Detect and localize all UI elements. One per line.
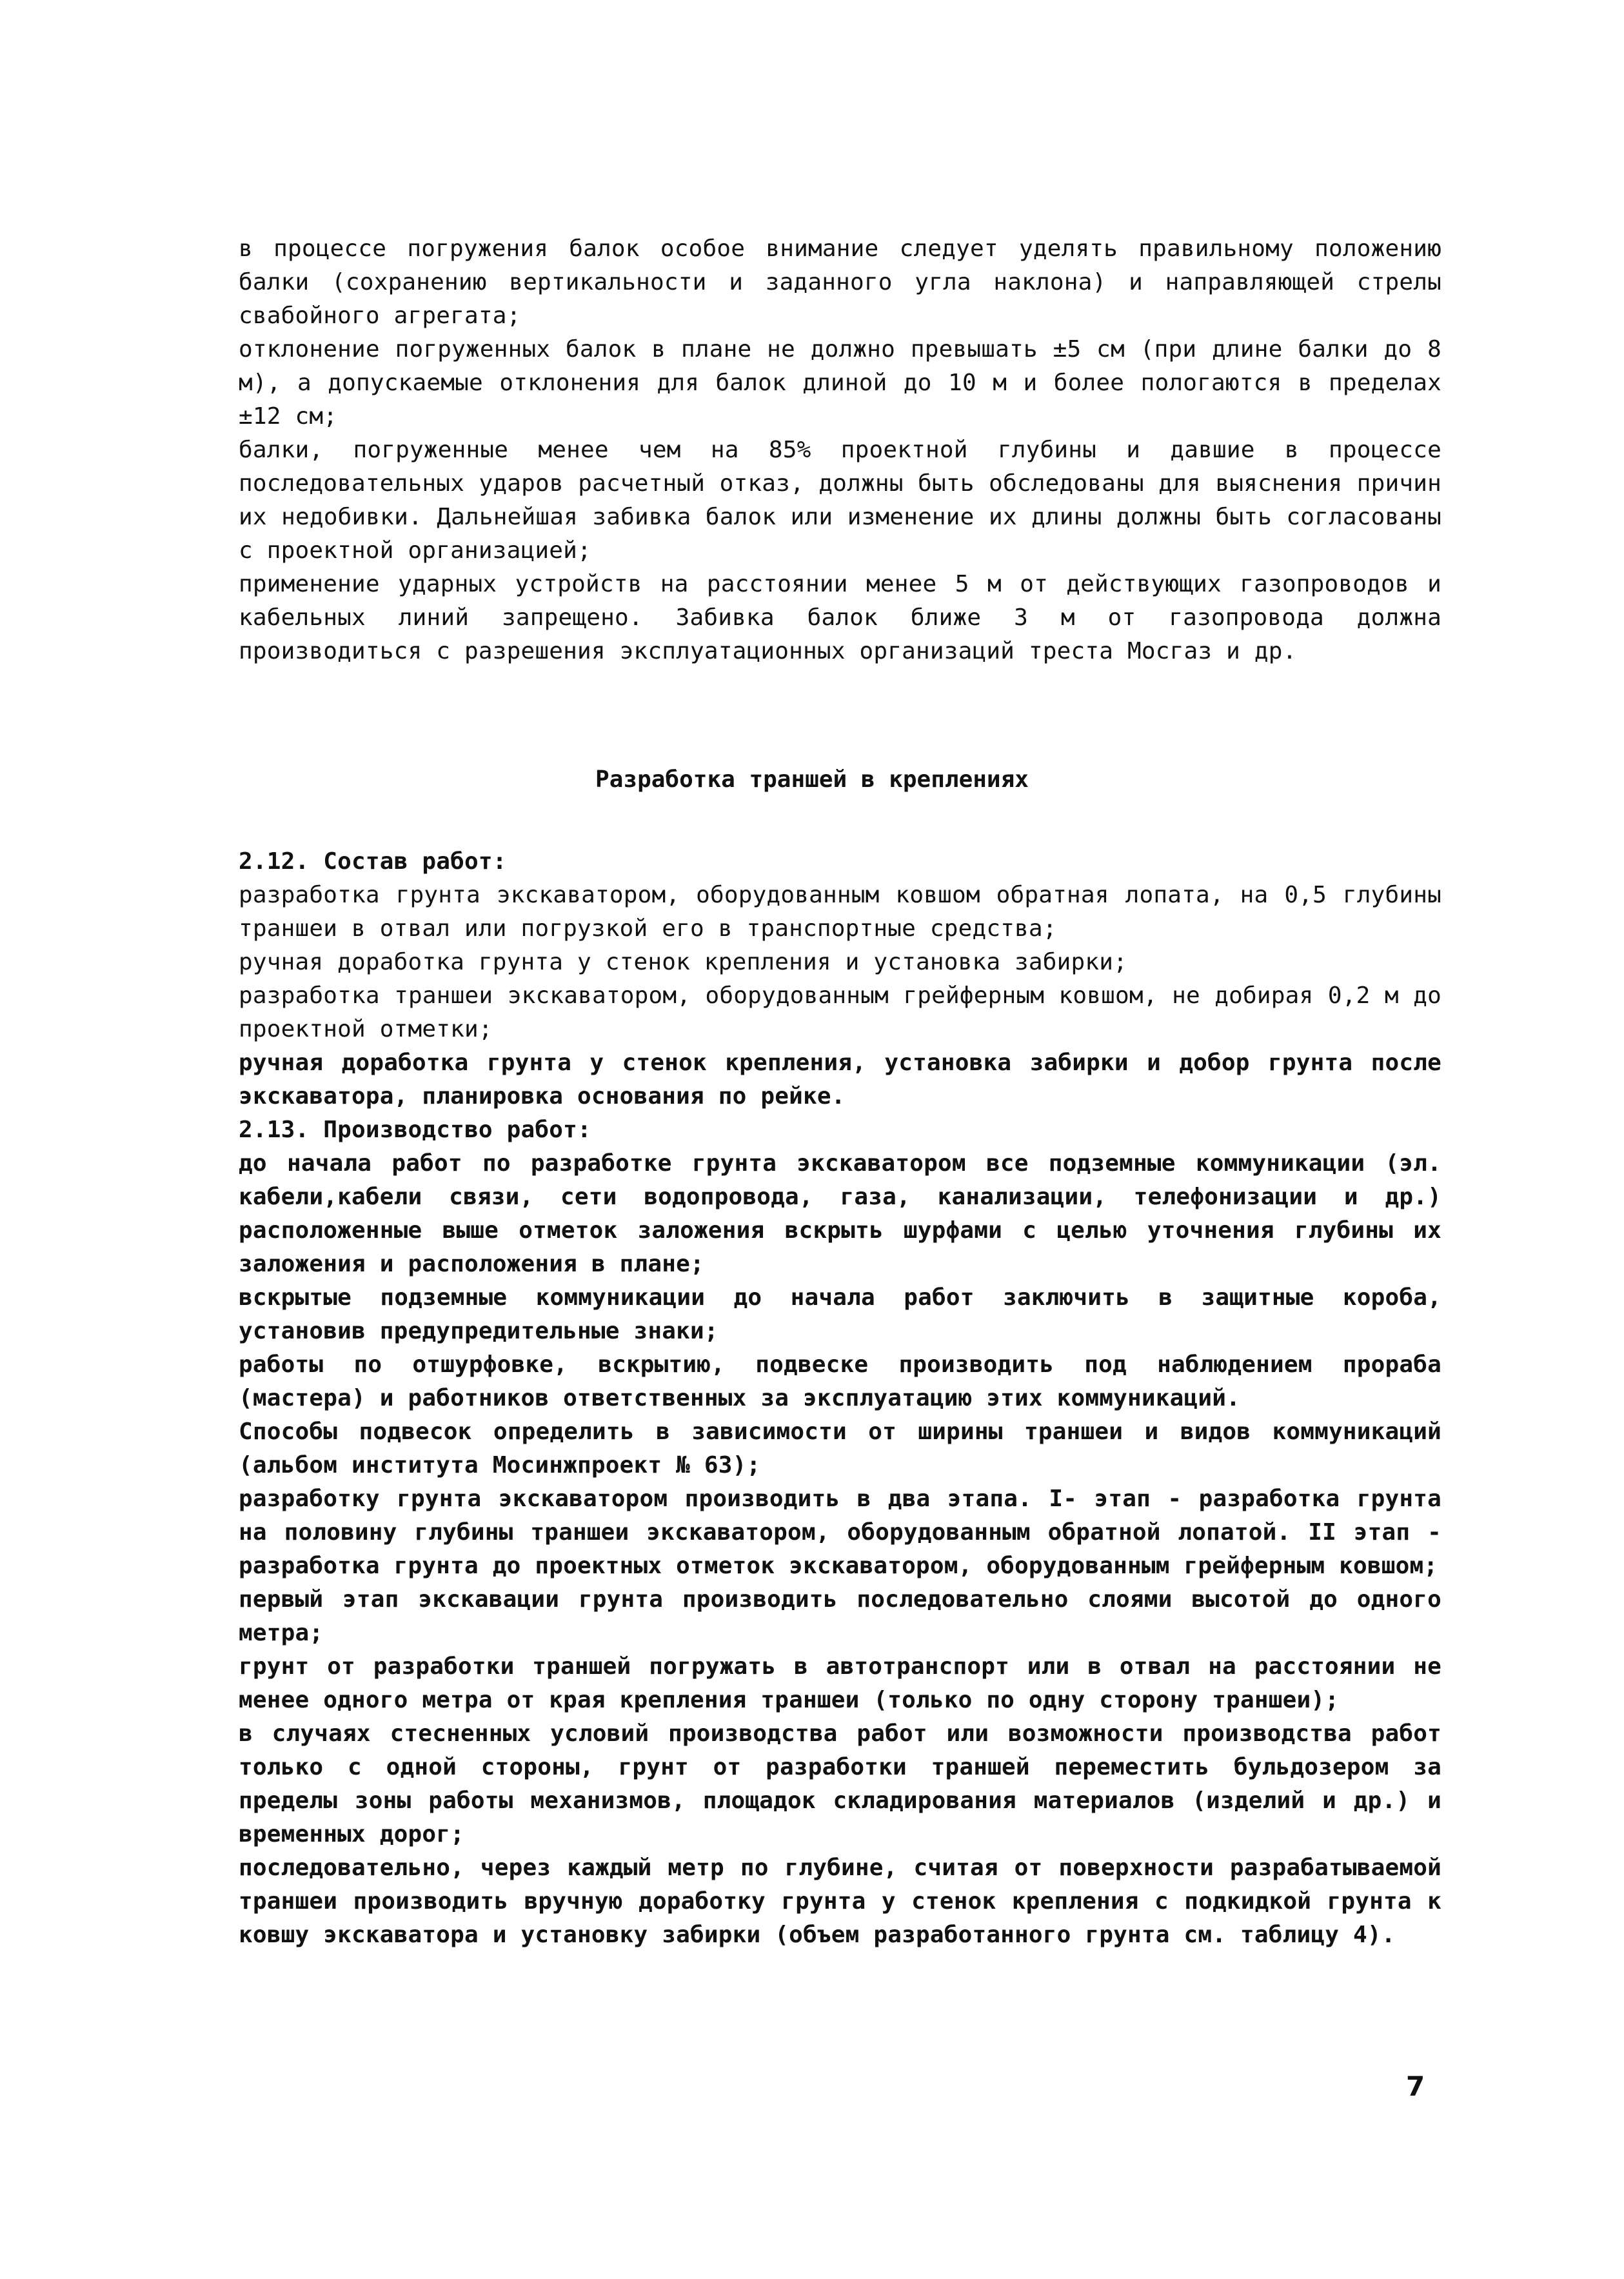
paragraph: ручная доработка грунта у стенок крепления, установка забирки и добор грунта после экскаватора, планировка основания по рейке.: [239, 1050, 1441, 1110]
clause-heading: 2.12. Состав работ:: [239, 848, 507, 875]
paragraph: разработка грунта экскаватором, оборудованным ковшом обратная лопата, на 0,5 глубины траншеи в отвал или погрузкой его в транспортные средства;: [239, 882, 1441, 942]
paragraph: балки, погруженные менее чем на 85% проектной глубины и давшие в процессе последовательных ударов расчетный отказ, должны быть обследованы для выяснения причин их недобивки. Дальнейшая забивка балок или изменение их длины должны быть согласованы с проектной организацией;: [239, 437, 1441, 564]
paragraph: разработка траншеи экскаватором, оборудованным грейферным ковшом, не добирая 0,2 м до проектной отметки;: [239, 982, 1441, 1042]
paragraph: вскрытые подземные коммуникации до начала работ заключить в защитные короба, установив предупредительные знаки;: [239, 1284, 1441, 1344]
paragraph: последовательно, через каждый метр по глубине, считая от поверхности разрабатываемой траншеи производить вручную доработку грунта у стенок крепления с подкидкой грунта к ковшу экскаватора и установку забирки (объем разработанного грунта см. таблицу 4).: [239, 1855, 1441, 1948]
main-text-block: [239, 845, 1441, 1952]
paragraph: отклонение погруженных балок в плане не должно превышать ±5 см (при длине балки до 8 м), а допускаемые отклонения для балок длиной до 10 м и более пологаются в пределах ±12 см;: [239, 336, 1441, 430]
paragraph: первый этап экскавации грунта производить последовательно слоями высотой до одного метра;: [239, 1586, 1441, 1646]
paragraph: в процессе погружения балок особое внимание следует уделять правильному положению балки (сохранению вертикальности и заданного угла наклона) и направляющей стрелы свабойного агрегата;: [239, 235, 1441, 329]
section-heading: Разработка траншей в креплениях: [595, 766, 1029, 793]
paragraph: в случаях стесненных условий производства работ или возможности производства работ только с одной стороны, грунт от разработки траншей переместить бульдозером за пределы зоны работы механизмов, площадок складирования материалов (изделий и др.) и временных дорог;: [239, 1720, 1441, 1847]
paragraph: Способы подвесок определить в зависимости от ширины траншеи и видов коммуникаций (альбом института Мосинжпроект № 63);: [239, 1418, 1441, 1478]
paragraph: до начала работ по разработке грунта экскаватором все подземные коммуникации (эл. кабели,кабели связи, сети водопровода, газа, канализации, телефонизации и др.) расположенные выше отметок заложения вскрыть шурфами с целью уточнения глубины их заложения и расположения в плане;: [239, 1150, 1441, 1277]
paragraph: грунт от разработки траншей погружать в автотранспорт или в отвал на расстоянии не менее одного метра от края крепления траншеи (только по одну сторону траншеи);: [239, 1653, 1441, 1713]
clause-heading: 2.13. Производство работ:: [239, 1117, 591, 1143]
paragraph: применение ударных устройств на расстоянии менее 5 м от действующих газопроводов и кабельных линий запрещено. Забивка балок ближе 3 м от газопровода должна производиться с разрешения эксплуатационных организаций треста Мосгаз и др.: [239, 571, 1441, 664]
page-number: 7: [1406, 2071, 1425, 2102]
top-text-block: [239, 232, 1441, 668]
paragraph: разработку грунта экскаватором производить в два этапа. I- этап - разработка грунта на половину глубины траншеи экскаватором, оборудованным обратной лопатой. II этап - разработка грунта до проектных отметок экскаватором, оборудованным грейферным ковшом;: [239, 1486, 1441, 1579]
paragraph: работы по отшурфовке, вскрытию, подвеске производить под наблюдением прораба (мастера) и работников ответственных за эксплуатацию этих коммуникаций.: [239, 1351, 1441, 1411]
paragraph: ручная доработка грунта у стенок крепления и установка забирки;: [239, 949, 1128, 975]
